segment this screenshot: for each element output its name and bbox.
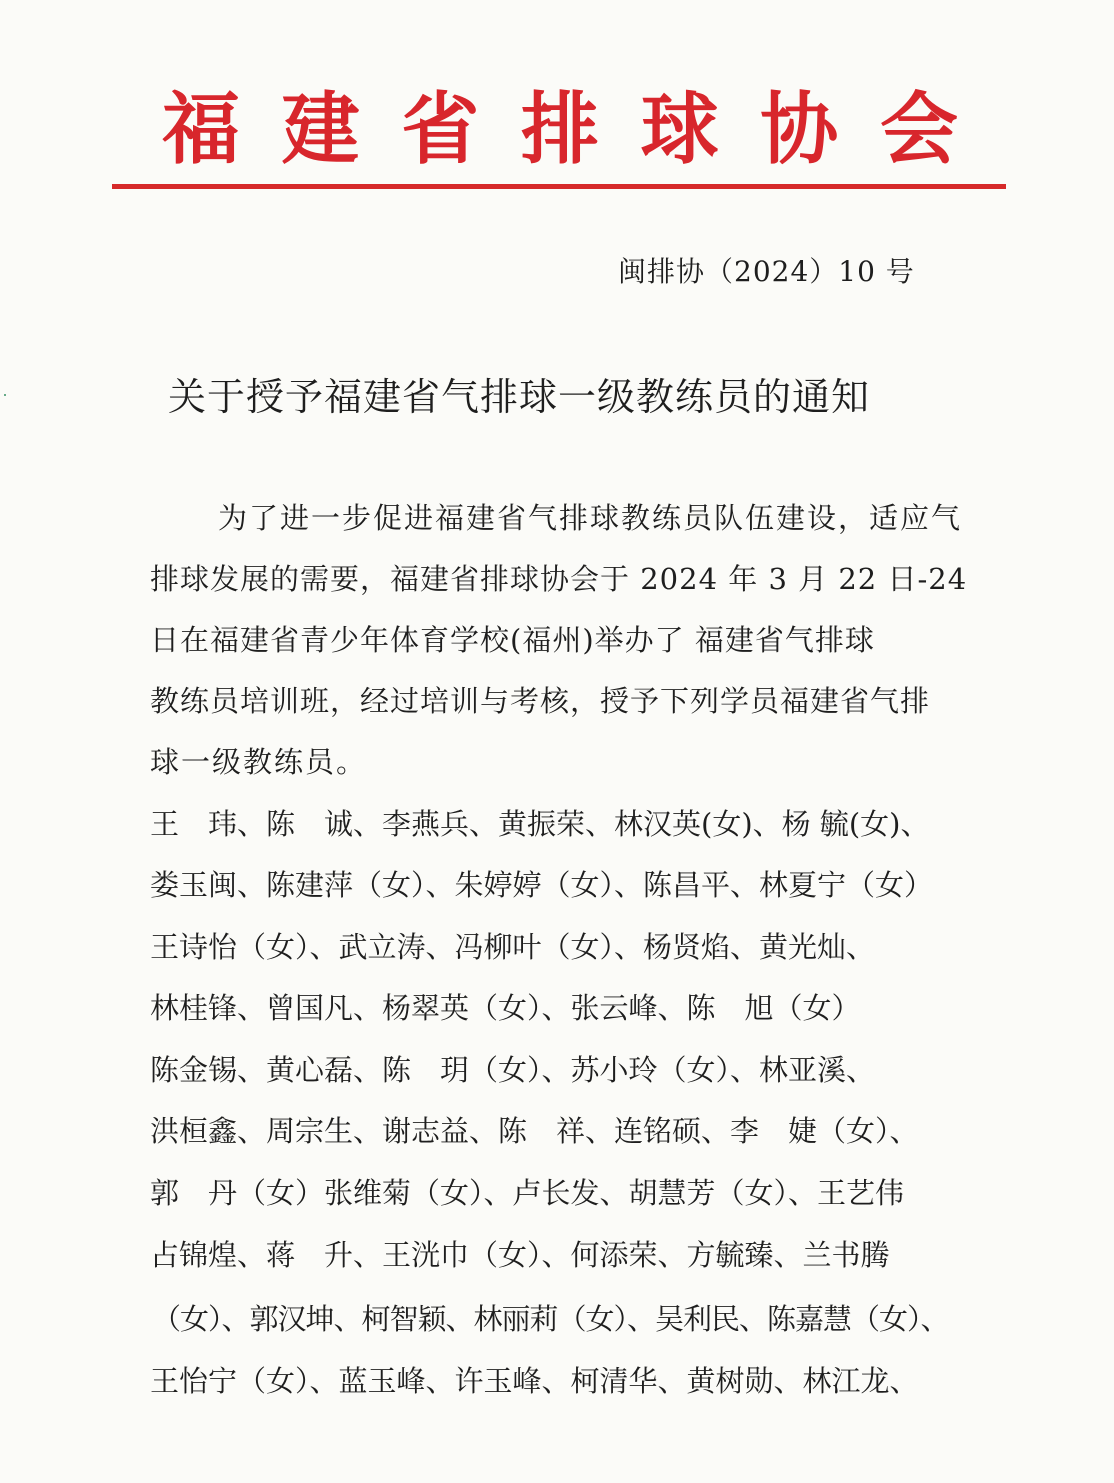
name-list-line: 王诗怡（女）、武立涛、冯柳叶（女）、杨贤焰、黄光灿、 bbox=[150, 930, 876, 964]
letterhead-red-rule bbox=[112, 184, 1006, 189]
name-list-line: 王 玮、陈 诚、李燕兵、黄振荣、林汉英(女)、杨 毓(女)、 bbox=[150, 807, 930, 841]
name-list-line: 占锦煌、蒋 升、王洸巾（女）、何添荣、方毓臻、兰书腾 bbox=[150, 1238, 890, 1272]
paragraph-line: 日在福建省青少年体育学校(福州)举办了 福建省气排球 bbox=[150, 623, 875, 657]
name-list-line: 洪桓鑫、周宗生、谢志益、陈 祥、连铭硕、李 婕（女）、 bbox=[150, 1114, 919, 1148]
name-list-line: 王怡宁（女）、蓝玉峰、许玉峰、柯清华、黄树勋、林江龙、 bbox=[150, 1364, 919, 1398]
letterhead-char: 建 bbox=[281, 84, 360, 175]
paragraph-line: 球一级教练员。 bbox=[150, 745, 368, 779]
document-title: 关于授予福建省气排球一级教练员的通知 bbox=[168, 375, 871, 419]
letterhead-char: 排 bbox=[520, 84, 599, 175]
letterhead-char: 会 bbox=[879, 84, 958, 175]
paragraph-line: 为了进一步促进福建省气排球教练员队伍建设，适应气 bbox=[218, 501, 963, 535]
letterhead-char: 协 bbox=[760, 84, 839, 175]
letterhead-org-name bbox=[110, 80, 1010, 180]
name-list-line: 陈金锡、黄心磊、陈 玥（女）、苏小玲（女）、林亚溪、 bbox=[150, 1053, 876, 1087]
name-list-line: （女）、郭汉坤、柯智颖、林丽莉（女）、吴利民、陈嘉慧（女）、 bbox=[152, 1302, 949, 1336]
paragraph-line: 教练员培训班，经过培训与考核，授予下列学员福建省气排 bbox=[150, 684, 931, 718]
name-list-line: 郭 丹（女）张维菊（女）、卢长发、胡慧芳（女）、王艺伟 bbox=[150, 1176, 905, 1210]
name-list-line: 林桂锋、曾国凡、杨翠英（女）、张云峰、陈 旭（女） bbox=[150, 991, 861, 1025]
scan-speck bbox=[4, 394, 6, 396]
document-number: 闽排协（2024）10 号 bbox=[618, 255, 915, 288]
paragraph-line: 排球发展的需要，福建省排球协会于 2024 年 3 月 22 日-24 bbox=[150, 562, 968, 596]
letterhead-char: 省 bbox=[401, 84, 480, 175]
letterhead-char: 福 bbox=[162, 84, 241, 175]
letterhead-char: 球 bbox=[640, 84, 719, 175]
name-list-line: 娄玉闽、陈建萍（女）、朱婷婷（女）、陈昌平、林夏宁（女） bbox=[150, 868, 934, 902]
